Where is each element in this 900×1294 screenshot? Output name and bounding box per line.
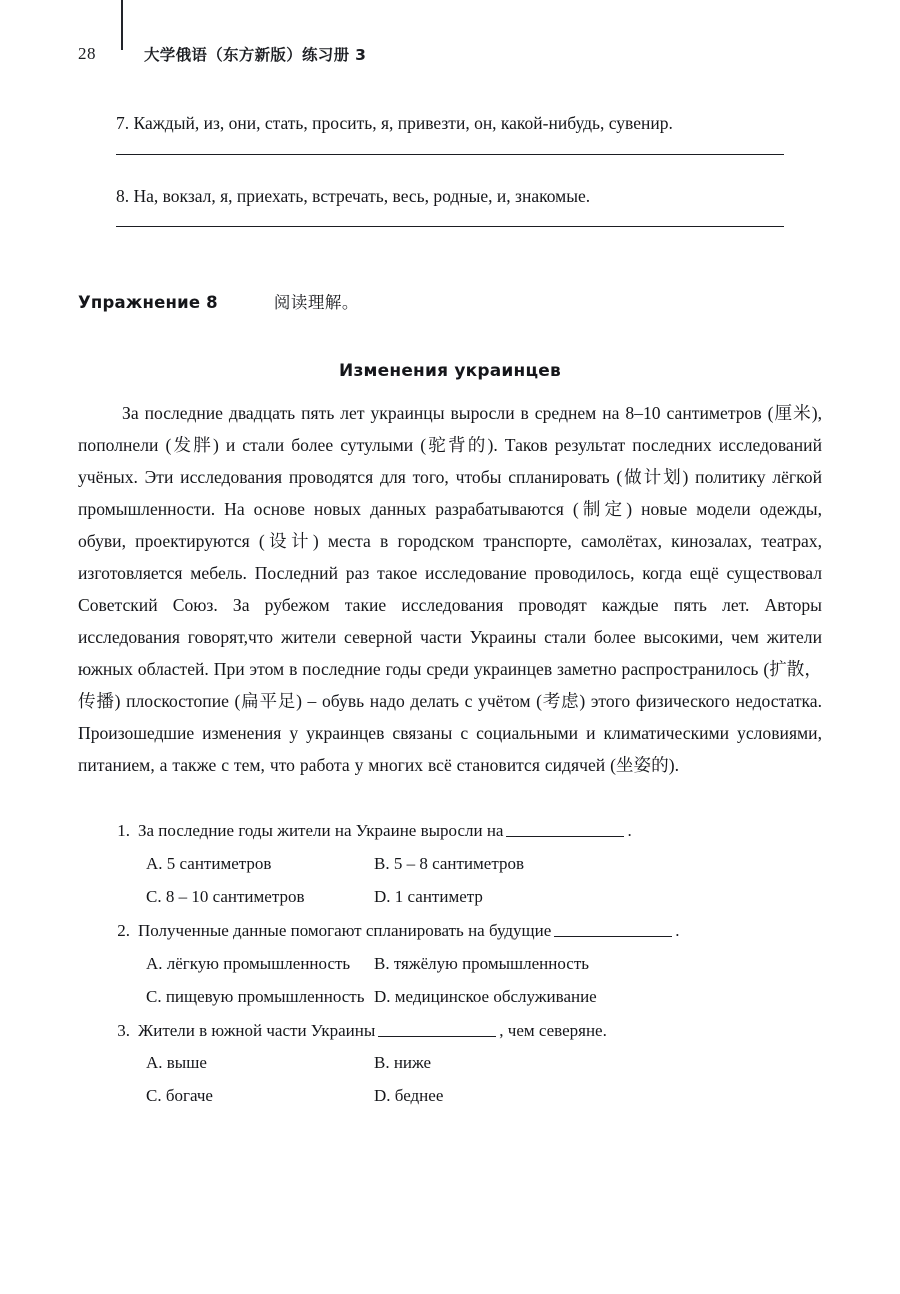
question-1-option-c[interactable]: C. 8 – 10 сантиметров: [146, 887, 305, 907]
page-content: [78, 112, 822, 1115]
page-number: 28: [78, 44, 96, 63]
question-2-option-a[interactable]: A. лёгкую промышленность: [146, 953, 351, 973]
question-1-stem-after: .: [627, 821, 632, 841]
exercise-label: Упражнение 8: [78, 293, 218, 313]
question-2-option-b[interactable]: B. тяжёлую промышленность: [374, 953, 590, 973]
exercise-heading: [78, 289, 822, 313]
book-title: 大学俄语（东方新版）练习册 3: [144, 46, 367, 64]
question-3-stem-after: , чем северяне.: [499, 1020, 607, 1040]
sentence-8-number: 8.: [116, 185, 130, 206]
question-1-option-a[interactable]: A. 5 сантиметров: [146, 853, 272, 873]
question-1-stem: [112, 815, 822, 846]
question-2-stem: [112, 915, 822, 946]
sentence-7-body: Каждый, из, они, стать, просить, я, привезти, он, какой-нибудь, сувенир.: [133, 113, 673, 133]
question-3-stem: [112, 1015, 822, 1046]
header-vertical-rule: [121, 0, 123, 50]
question-2-stem-after: .: [675, 921, 680, 941]
answer-line-7[interactable]: [116, 154, 784, 155]
question-3-option-c[interactable]: C. богаче: [146, 1086, 213, 1106]
question-3-options: [146, 1046, 822, 1112]
question-item: [112, 815, 822, 913]
answer-line-8[interactable]: [116, 226, 784, 227]
question-3-option-d[interactable]: D. беднее: [374, 1086, 444, 1106]
article-body: За последние двадцать пять лет украинцы выросли в среднем на 8–10 сантиметров (厘米), пополнели (发胖) и стали более сутулыми (驼背的). Таков результат последних исследований учёных. Эти исследования проводятся для того, чтобы спланировать (做计划) политику лёгкой промышленности. На основе новых данных разрабатываются (制定) новые модели одежды, обуви, проектируются (设计) места в городском транспорте, самолётах, кинозалах, театрах, изготовляется мебель. Последний раз такое исследование проводилось, когда ещё существовал Советский Союз. За рубежом такие исследования проводят каждые пять лет. Авторы исследования говорят,что жители северной части Украины стали более высокими, чем жители южных областей. При этом в последние годы среди украинцев заметно распространилось (扩散，传播) плоскостопие (扁平足) – обувь надо делать с учётом (考虑) этого физического недостатка. Произошедшие изменения у украинцев связаны с социальными и климатическими условиями, питанием, а также с тем, что работа у многих всё становится сидячей (坐姿的).: [78, 403, 822, 776]
question-3-stem-before: Жители в южной части Украины: [138, 1020, 376, 1040]
question-1-blank[interactable]: [506, 820, 624, 837]
question-1-text: [138, 815, 822, 846]
question-3-number: 3.: [117, 1020, 130, 1040]
running-head: [78, 34, 822, 74]
question-3-blank[interactable]: [378, 1020, 496, 1037]
question-2-text: [138, 915, 822, 946]
sentence-7-text: [116, 112, 822, 136]
sentence-item: [78, 185, 822, 228]
sentence-7-number: 7.: [116, 113, 130, 133]
sentence-item: [78, 112, 822, 155]
question-list: [112, 815, 822, 1112]
question-item: [112, 915, 822, 1013]
question-item: [112, 1015, 822, 1113]
question-3-option-a[interactable]: A. выше: [146, 1053, 207, 1073]
question-1-option-b[interactable]: B. 5 – 8 сантиметров: [374, 853, 524, 873]
question-2-blank[interactable]: [554, 920, 672, 937]
question-2-options: [146, 947, 822, 1013]
article-title: Изменения украинцев: [339, 361, 561, 382]
sentence-8-body: На, вокзал, я, приехать, встречать, весь, родные, и, знакомые.: [133, 185, 591, 206]
question-2-option-d[interactable]: D. медицинское обслуживание: [374, 986, 597, 1006]
exercise-task: 阅读理解。: [273, 293, 359, 313]
question-1-number: 1.: [117, 821, 130, 841]
question-2-stem-before: Полученные данные помогают спланировать на будущие: [138, 921, 552, 941]
question-1-option-d[interactable]: D. 1 сантиметр: [374, 887, 483, 907]
question-2-number: 2.: [117, 921, 130, 941]
question-2-option-c[interactable]: C. пищевую промышленность: [146, 986, 365, 1006]
question-3-text: [138, 1015, 822, 1046]
question-1-options: [146, 847, 822, 913]
question-3-option-b[interactable]: B. ниже: [374, 1053, 432, 1073]
sentence-8-text: [116, 185, 822, 209]
question-1-stem-before: За последние годы жители на Украине выросли на: [138, 821, 504, 841]
